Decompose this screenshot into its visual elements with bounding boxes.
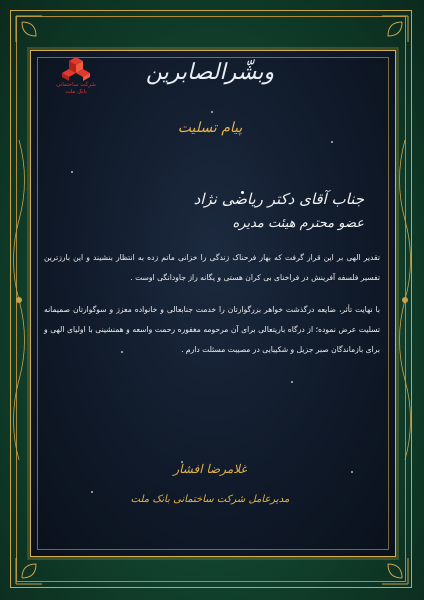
- recipient-position: عضو محترم هیئت مدیره: [232, 216, 364, 231]
- signatory-name: غلامرضا افشار: [173, 462, 247, 476]
- message-paragraph: تقدیر الهی بر این قرار گرفت که بهار فرحناک زندگی را خزانی ماتم زده به انتظار بنشیند و این بارزترین تفسیر فلسفه آفرینش در فراخنای بی کران هستی و یگانه راز جاودانگی اوست .: [44, 253, 380, 282]
- cube-logo-icon: [61, 56, 91, 82]
- left-flourish-icon: [8, 140, 30, 460]
- recipient-name: جناب آقای دکتر ریاضی نژاد: [193, 190, 364, 208]
- calligraphy-verse: وبشّرالصابرین: [145, 60, 275, 85]
- right-flourish-icon: [394, 140, 416, 460]
- signature-block: [110, 462, 310, 505]
- recipient-block: [104, 190, 364, 231]
- message-paragraph: با نهایت تأثر، ضایعه درگذشت خواهر بزرگوارتان را خدمت جنابعالی و خانواده معزز و سوگوارتان صمیمانه تسلیت عرض نموده؛ از درگاه باریتعالی برای آن مرحومه مغفوره رحمت واسعه و همنشینی با اولیای الهی و برای بازماندگان صبر جزیل و شکیبایی در مصیبت مسئلت دارم .: [44, 305, 380, 354]
- message-body: [44, 248, 380, 360]
- page-title: پیام تسلیت: [177, 120, 243, 136]
- logo-company: شرکت ساختمانی: [56, 82, 96, 88]
- signatory-title: مدیرعامل شرکت ساختمانی بانک ملت: [130, 494, 290, 505]
- company-logo: [50, 56, 102, 95]
- logo-company-name: بانک ملت: [65, 88, 87, 95]
